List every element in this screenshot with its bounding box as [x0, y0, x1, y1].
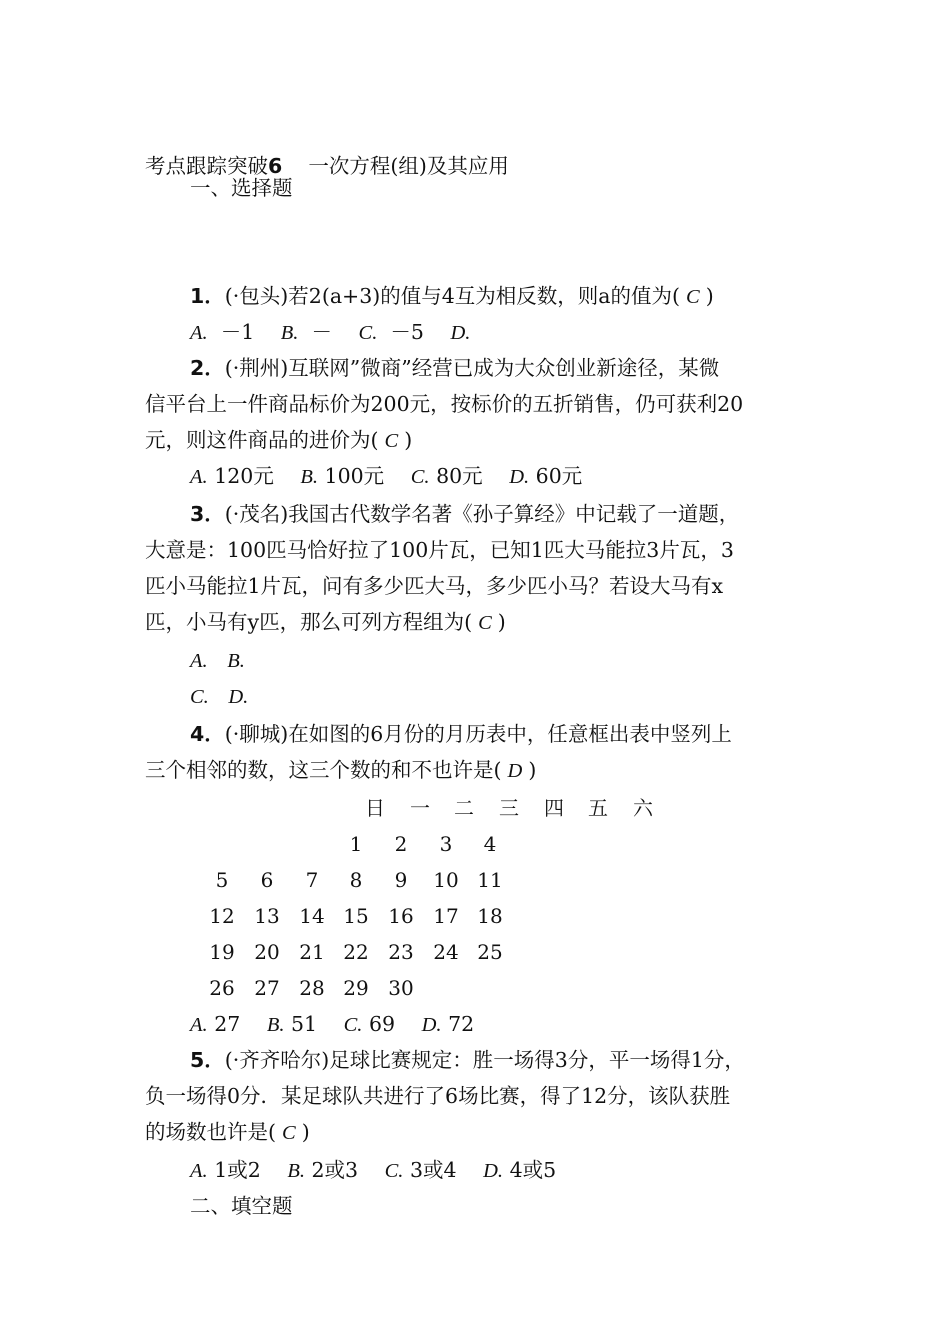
question-3-options-row-2	[190, 678, 870, 715]
calendar-day: 7	[305, 868, 319, 892]
calendar-week-row	[0, 934, 950, 970]
calendar-day: 27	[254, 976, 280, 1000]
option-a: A. 120元	[190, 464, 274, 488]
calendar-weekday-header	[0, 790, 950, 826]
title-number: 6	[268, 154, 283, 178]
question-4-line-1	[190, 716, 870, 752]
option-c: C. 3或4	[384, 1158, 457, 1182]
paren-close: )	[497, 610, 506, 634]
calendar-weekday: 二	[454, 796, 474, 820]
option-a: A. 27	[190, 1012, 241, 1036]
paren-close: )	[301, 1120, 310, 1144]
calendar-day: 1	[349, 832, 363, 856]
option-b: B. －	[280, 320, 332, 344]
question-1-options	[190, 314, 870, 351]
option-b: B.	[227, 650, 245, 672]
calendar-week-row	[0, 826, 950, 862]
calendar-weekday: 日	[365, 796, 385, 820]
option-d: D. 60元	[509, 464, 583, 488]
option-c: C.	[190, 686, 209, 708]
question-2-line-2: 信平台上一件商品标价为200元，按标价的五折销售，仍可获利20	[145, 392, 744, 416]
calendar-day: 28	[299, 976, 325, 1000]
question-text: (·齐齐哈尔)足球比赛规定：胜一场得3分，平一场得1分，	[224, 1048, 745, 1072]
option-c: C. 80元	[410, 464, 483, 488]
paren-close: )	[404, 428, 413, 452]
title-suffix: 一次方程(组)及其应用	[308, 154, 509, 178]
calendar-day: 13	[254, 904, 280, 928]
question-3-options-row-1	[190, 642, 870, 679]
paren-close: )	[528, 758, 537, 782]
question-number: 2．	[190, 356, 225, 380]
question-number: 1．	[190, 284, 225, 308]
section-heading-fill: 二、填空题	[190, 1194, 293, 1218]
answer: C	[384, 430, 399, 452]
calendar-week-row	[0, 862, 950, 898]
calendar-day: 25	[477, 940, 503, 964]
calendar-day: 26	[209, 976, 235, 1000]
question-text: (·聊城)在如图的6月份的月历表中，任意框出表中竖列上	[224, 722, 732, 746]
calendar-week-row	[0, 970, 950, 1006]
question-text: (·包头)若2(a+3)的值与4互为相反数，则a的值为(	[224, 284, 681, 308]
question-text: (·荆州)互联网”微商”经营已成为大众创业新途径，某微	[224, 356, 720, 380]
calendar-day: 18	[477, 904, 503, 928]
question-2-line-3	[145, 422, 825, 459]
calendar-day: 2	[394, 832, 408, 856]
question-text: 元，则这件商品的进价为(	[145, 428, 379, 452]
calendar-day: 17	[433, 904, 459, 928]
question-3-line-3: 匹小马能拉1片瓦，问有多少匹大马，多少匹小马？若设大马有x	[145, 574, 724, 598]
calendar-weekday: 一	[410, 796, 430, 820]
calendar-day: 30	[388, 976, 414, 1000]
question-5-line-2: 负一场得0分．某足球队共进行了6场比赛，得了12分，该队获胜	[145, 1084, 731, 1108]
calendar-day: 21	[299, 940, 325, 964]
option-a: A.	[190, 650, 208, 672]
question-5-options	[190, 1152, 870, 1189]
calendar-day: 23	[388, 940, 414, 964]
question-3-line-1	[190, 496, 870, 532]
option-a: A. 1或2	[190, 1158, 261, 1182]
question-5-line-3	[145, 1114, 825, 1151]
question-text: (·茂名)我国古代数学名著《孙子算经》中记载了一道题，	[224, 502, 740, 526]
title-prefix: 考点跟踪突破	[145, 154, 268, 178]
calendar-day: 12	[209, 904, 235, 928]
section-heading-choice: 一、选择题	[190, 176, 293, 200]
answer: C	[686, 286, 700, 308]
calendar-day: 29	[343, 976, 369, 1000]
question-1-line-1	[190, 278, 870, 315]
question-text: 的场数也许是(	[145, 1120, 276, 1144]
calendar-weekday: 五	[588, 796, 608, 820]
option-a: A. －1	[190, 320, 255, 344]
calendar-day: 9	[394, 868, 408, 892]
calendar-day: 16	[388, 904, 414, 928]
calendar-week-row	[0, 898, 950, 934]
calendar-day: 20	[254, 940, 280, 964]
option-c: C. 69	[343, 1012, 396, 1036]
question-3-line-2: 大意是：100匹马恰好拉了100片瓦，已知1匹大马能拉3片瓦，3	[145, 538, 734, 562]
option-b: B. 2或3	[287, 1158, 359, 1182]
option-c: C. －5	[358, 320, 424, 344]
calendar-day: 19	[209, 940, 235, 964]
question-number: 5．	[190, 1048, 225, 1072]
option-d: D.	[450, 322, 471, 344]
calendar-day: 11	[477, 868, 503, 892]
calendar-weekday: 三	[499, 796, 519, 820]
question-2-options	[190, 458, 870, 495]
calendar-day: 3	[439, 832, 453, 856]
calendar-day: 22	[343, 940, 369, 964]
answer: C	[478, 612, 492, 634]
calendar-day: 8	[349, 868, 363, 892]
answer: C	[282, 1122, 296, 1144]
paren-close: )	[705, 284, 714, 308]
question-4-options	[190, 1006, 870, 1043]
calendar-day: 15	[343, 904, 369, 928]
question-5-line-1	[190, 1042, 870, 1078]
calendar-day: 4	[483, 832, 497, 856]
question-3-line-4	[145, 604, 825, 641]
calendar-weekday: 四	[544, 796, 564, 820]
question-number: 4．	[190, 722, 225, 746]
calendar-day: 5	[215, 868, 229, 892]
option-d: D.	[228, 686, 249, 708]
option-b: B. 51	[266, 1012, 318, 1036]
calendar-day: 24	[433, 940, 459, 964]
question-text: 三个相邻的数，这三个数的和不也许是(	[145, 758, 502, 782]
calendar-day: 14	[299, 904, 325, 928]
question-2-line-1	[190, 350, 870, 386]
question-number: 3．	[190, 502, 225, 526]
option-d: D. 72	[421, 1012, 475, 1036]
calendar-day: 6	[260, 868, 274, 892]
option-d: D. 4或5	[483, 1158, 557, 1182]
calendar-weekday: 六	[633, 796, 653, 820]
calendar-day: 10	[433, 868, 459, 892]
answer: D	[507, 760, 523, 782]
option-b: B. 100元	[300, 464, 385, 488]
question-4-line-2	[145, 752, 825, 789]
question-text: 匹，小马有y匹，那么可列方程组为(	[145, 610, 473, 634]
